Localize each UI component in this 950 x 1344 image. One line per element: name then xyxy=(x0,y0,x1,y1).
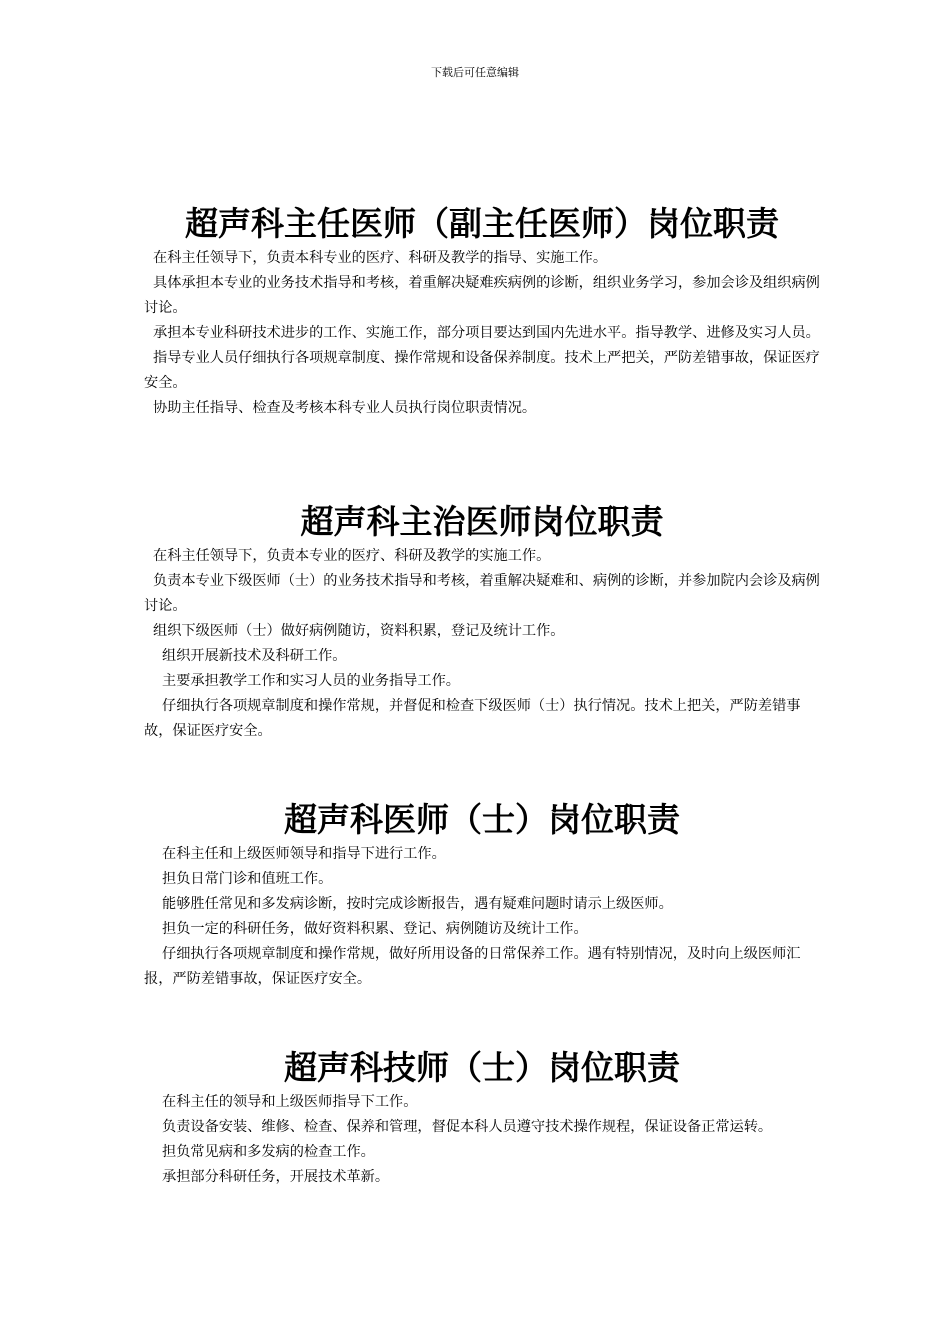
section-chief-physician xyxy=(144,204,820,421)
paragraph: 负责本专业下级医师（士）的业务技术指导和考核，着重解决疑难和、病例的诊断，并参加院内会诊及病例讨论。 xyxy=(144,573,820,614)
page-header-note: 下载后可任意编辑 xyxy=(431,66,519,79)
paragraph: 担负常见病和多发病的检查工作。 xyxy=(144,1144,375,1160)
paragraph: 具体承担本专业的业务技术指导和考核，着重解决疑难疾病例的诊断，组织业务学习，参加会诊及组织病例讨论。 xyxy=(144,275,820,316)
paragraph: 仔细执行各项规章制度和操作常规，并督促和检查下级医师（士）执行情况。技术上把关，严防差错事故，保证医疗安全。 xyxy=(144,698,801,739)
paragraph: 组织开展新技术及科研工作。 xyxy=(144,648,347,664)
paragraph: 在科主任领导下，负责本科专业的医疗、科研及教学的指导、实施工作。 xyxy=(144,250,608,266)
paragraph: 在科主任领导下，负责本专业的医疗、科研及教学的实施工作。 xyxy=(144,548,551,564)
paragraph: 指导专业人员仔细执行各项规章制度、操作常规和设备保养制度。技术上严把关，严防差错事故，保证医疗安全。 xyxy=(144,350,820,391)
paragraph: 能够胜任常见和多发病诊断，按时完成诊断报告，遇有疑难问题时请示上级医师。 xyxy=(144,896,673,912)
paragraph: 组织下级医师（士）做好病例随访，资料积累，登记及统计工作。 xyxy=(144,623,565,639)
section-title: 超声科技师（士）岗位职责 xyxy=(284,1048,680,1087)
section-title: 超声科主治医师岗位职责 xyxy=(300,502,664,541)
section-title: 超声科医师（士）岗位职责 xyxy=(284,800,680,839)
paragraph: 担负日常门诊和值班工作。 xyxy=(144,871,333,887)
paragraph: 承担本专业科研技术进步的工作、实施工作，部分项目要达到国内先进水平。指导教学、进修及实习人员。 xyxy=(144,325,820,341)
section-title: 超声科主任医师（副主任医师）岗位职责 xyxy=(185,204,779,243)
paragraph: 在科主任的领导和上级医师指导下工作。 xyxy=(144,1094,418,1110)
paragraph: 协助主任指导、检查及考核本科专业人员执行岗位职责情况。 xyxy=(144,400,537,416)
paragraph: 主要承担教学工作和实习人员的业务指导工作。 xyxy=(144,673,460,689)
paragraph: 负责设备安装、维修、检查、保养和管理，督促本科人员遵守技术操作规程，保证设备正常运转。 xyxy=(144,1119,773,1135)
section-technician xyxy=(144,1048,820,1190)
section-attending-physician xyxy=(144,502,820,744)
paragraph: 仔细执行各项规章制度和操作常规，做好所用设备的日常保养工作。遇有特别情况，及时向上级医师汇报，严防差错事故，保证医疗安全。 xyxy=(144,946,801,987)
paragraph: 担负一定的科研任务，做好资料积累、登记、病例随访及统计工作。 xyxy=(144,921,588,937)
section-physician xyxy=(144,800,820,992)
paragraph: 在科主任和上级医师领导和指导下进行工作。 xyxy=(144,846,446,862)
paragraph: 承担部分科研任务，开展技术革新。 xyxy=(144,1169,390,1185)
